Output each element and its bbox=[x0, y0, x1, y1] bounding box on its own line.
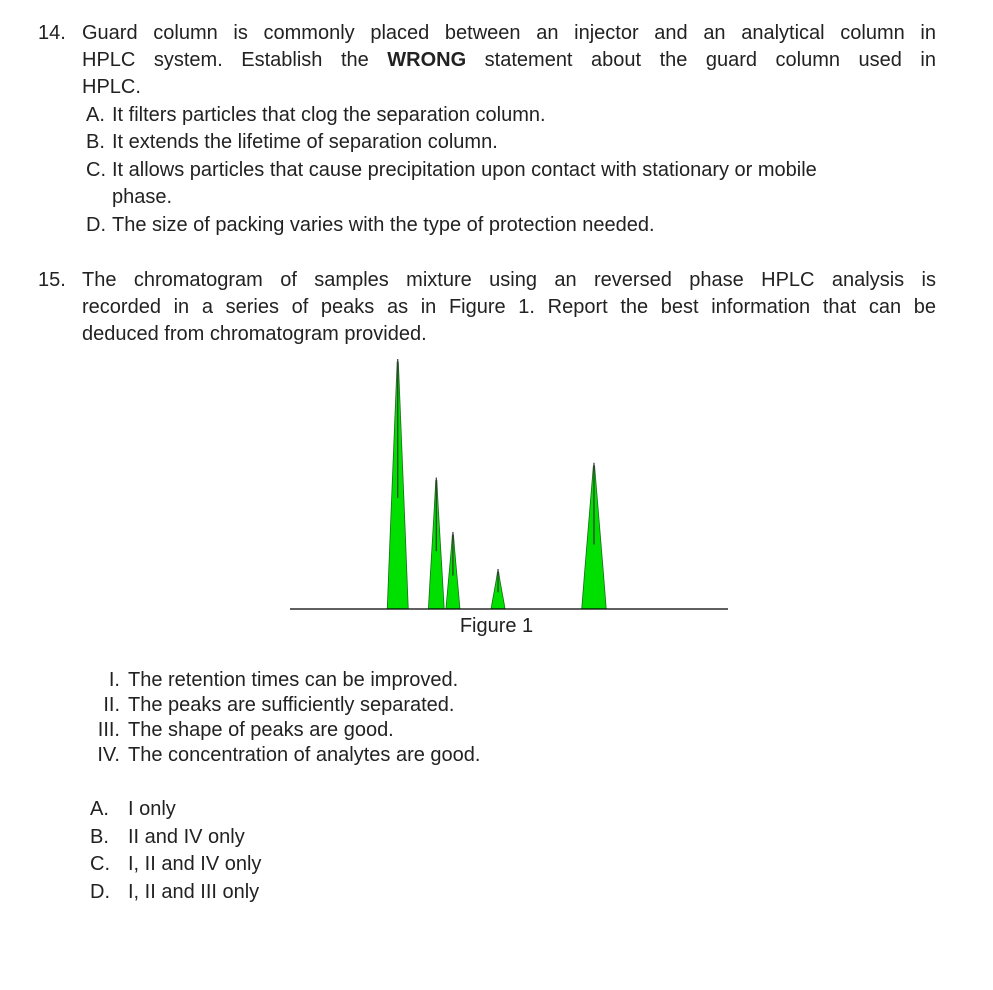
q15-stem-line3: deduced from chromatogram provided. bbox=[82, 323, 427, 345]
statement-ii-text: The peaks are sufficiently separated. bbox=[128, 694, 455, 716]
q15-answer-c-text: I, II and IV only bbox=[128, 853, 262, 875]
q14-stem-line3: HPLC. bbox=[82, 76, 141, 98]
figure-caption: Figure 1 bbox=[459, 615, 534, 637]
q14-option-d-label: D. bbox=[86, 214, 106, 236]
statement-iv-number: IV. bbox=[97, 744, 120, 766]
q14-option-c-text: It allows particles that cause precipitation upon contact with stationary or mobile bbox=[112, 159, 817, 181]
q15-answer-d-text: I, II and III only bbox=[128, 881, 260, 903]
q14-option-c-continuation: phase. bbox=[112, 186, 173, 208]
q15-stem-line1: The chromatogram of samples mixture using an reversed phase HPLC analysis is bbox=[82, 269, 936, 291]
q15-answer-a-text: I only bbox=[128, 798, 176, 820]
q14-option-d-text: The size of packing varies with the type of protection needed. bbox=[112, 214, 655, 236]
q15-answer-b-label: B. bbox=[90, 826, 109, 848]
q14-number: 14. bbox=[38, 22, 66, 44]
statement-iv-text: The concentration of analytes are good. bbox=[128, 744, 481, 766]
q14-option-a-text: It filters particles that clog the separation column. bbox=[112, 104, 546, 126]
statement-i-number: I. bbox=[108, 669, 120, 691]
q14-stem-line1: Guard column is commonly placed between an injector and an analytical column in bbox=[82, 22, 936, 44]
q14-option-c-label: C. bbox=[86, 159, 106, 181]
q15-answer-c-label: C. bbox=[90, 853, 110, 875]
q15-answer-d-label: D. bbox=[90, 881, 110, 903]
q14-option-a-label: A. bbox=[86, 104, 105, 126]
q15-answer-a-label: A. bbox=[90, 798, 109, 820]
statement-ii-number: II. bbox=[103, 694, 120, 716]
q15-stem-line2: recorded in a series of peaks as in Figure 1. Report the best information that can be bbox=[82, 296, 936, 318]
statement-i-text: The retention times can be improved. bbox=[128, 669, 459, 691]
q15-answer-b-text: II and IV only bbox=[128, 826, 245, 848]
q15-number: 15. bbox=[38, 269, 66, 291]
q14-option-b-text: It extends the lifetime of separation column. bbox=[112, 131, 498, 153]
q14-wrong-emphasis: WRONG bbox=[387, 49, 467, 71]
statement-iii-number: III. bbox=[97, 719, 120, 741]
q14-stem-line2: HPLC system. Establish the WRONG statement about the guard column used in bbox=[82, 49, 936, 71]
q14-option-b-label: B. bbox=[86, 131, 105, 153]
statement-iii-text: The shape of peaks are good. bbox=[128, 719, 394, 741]
